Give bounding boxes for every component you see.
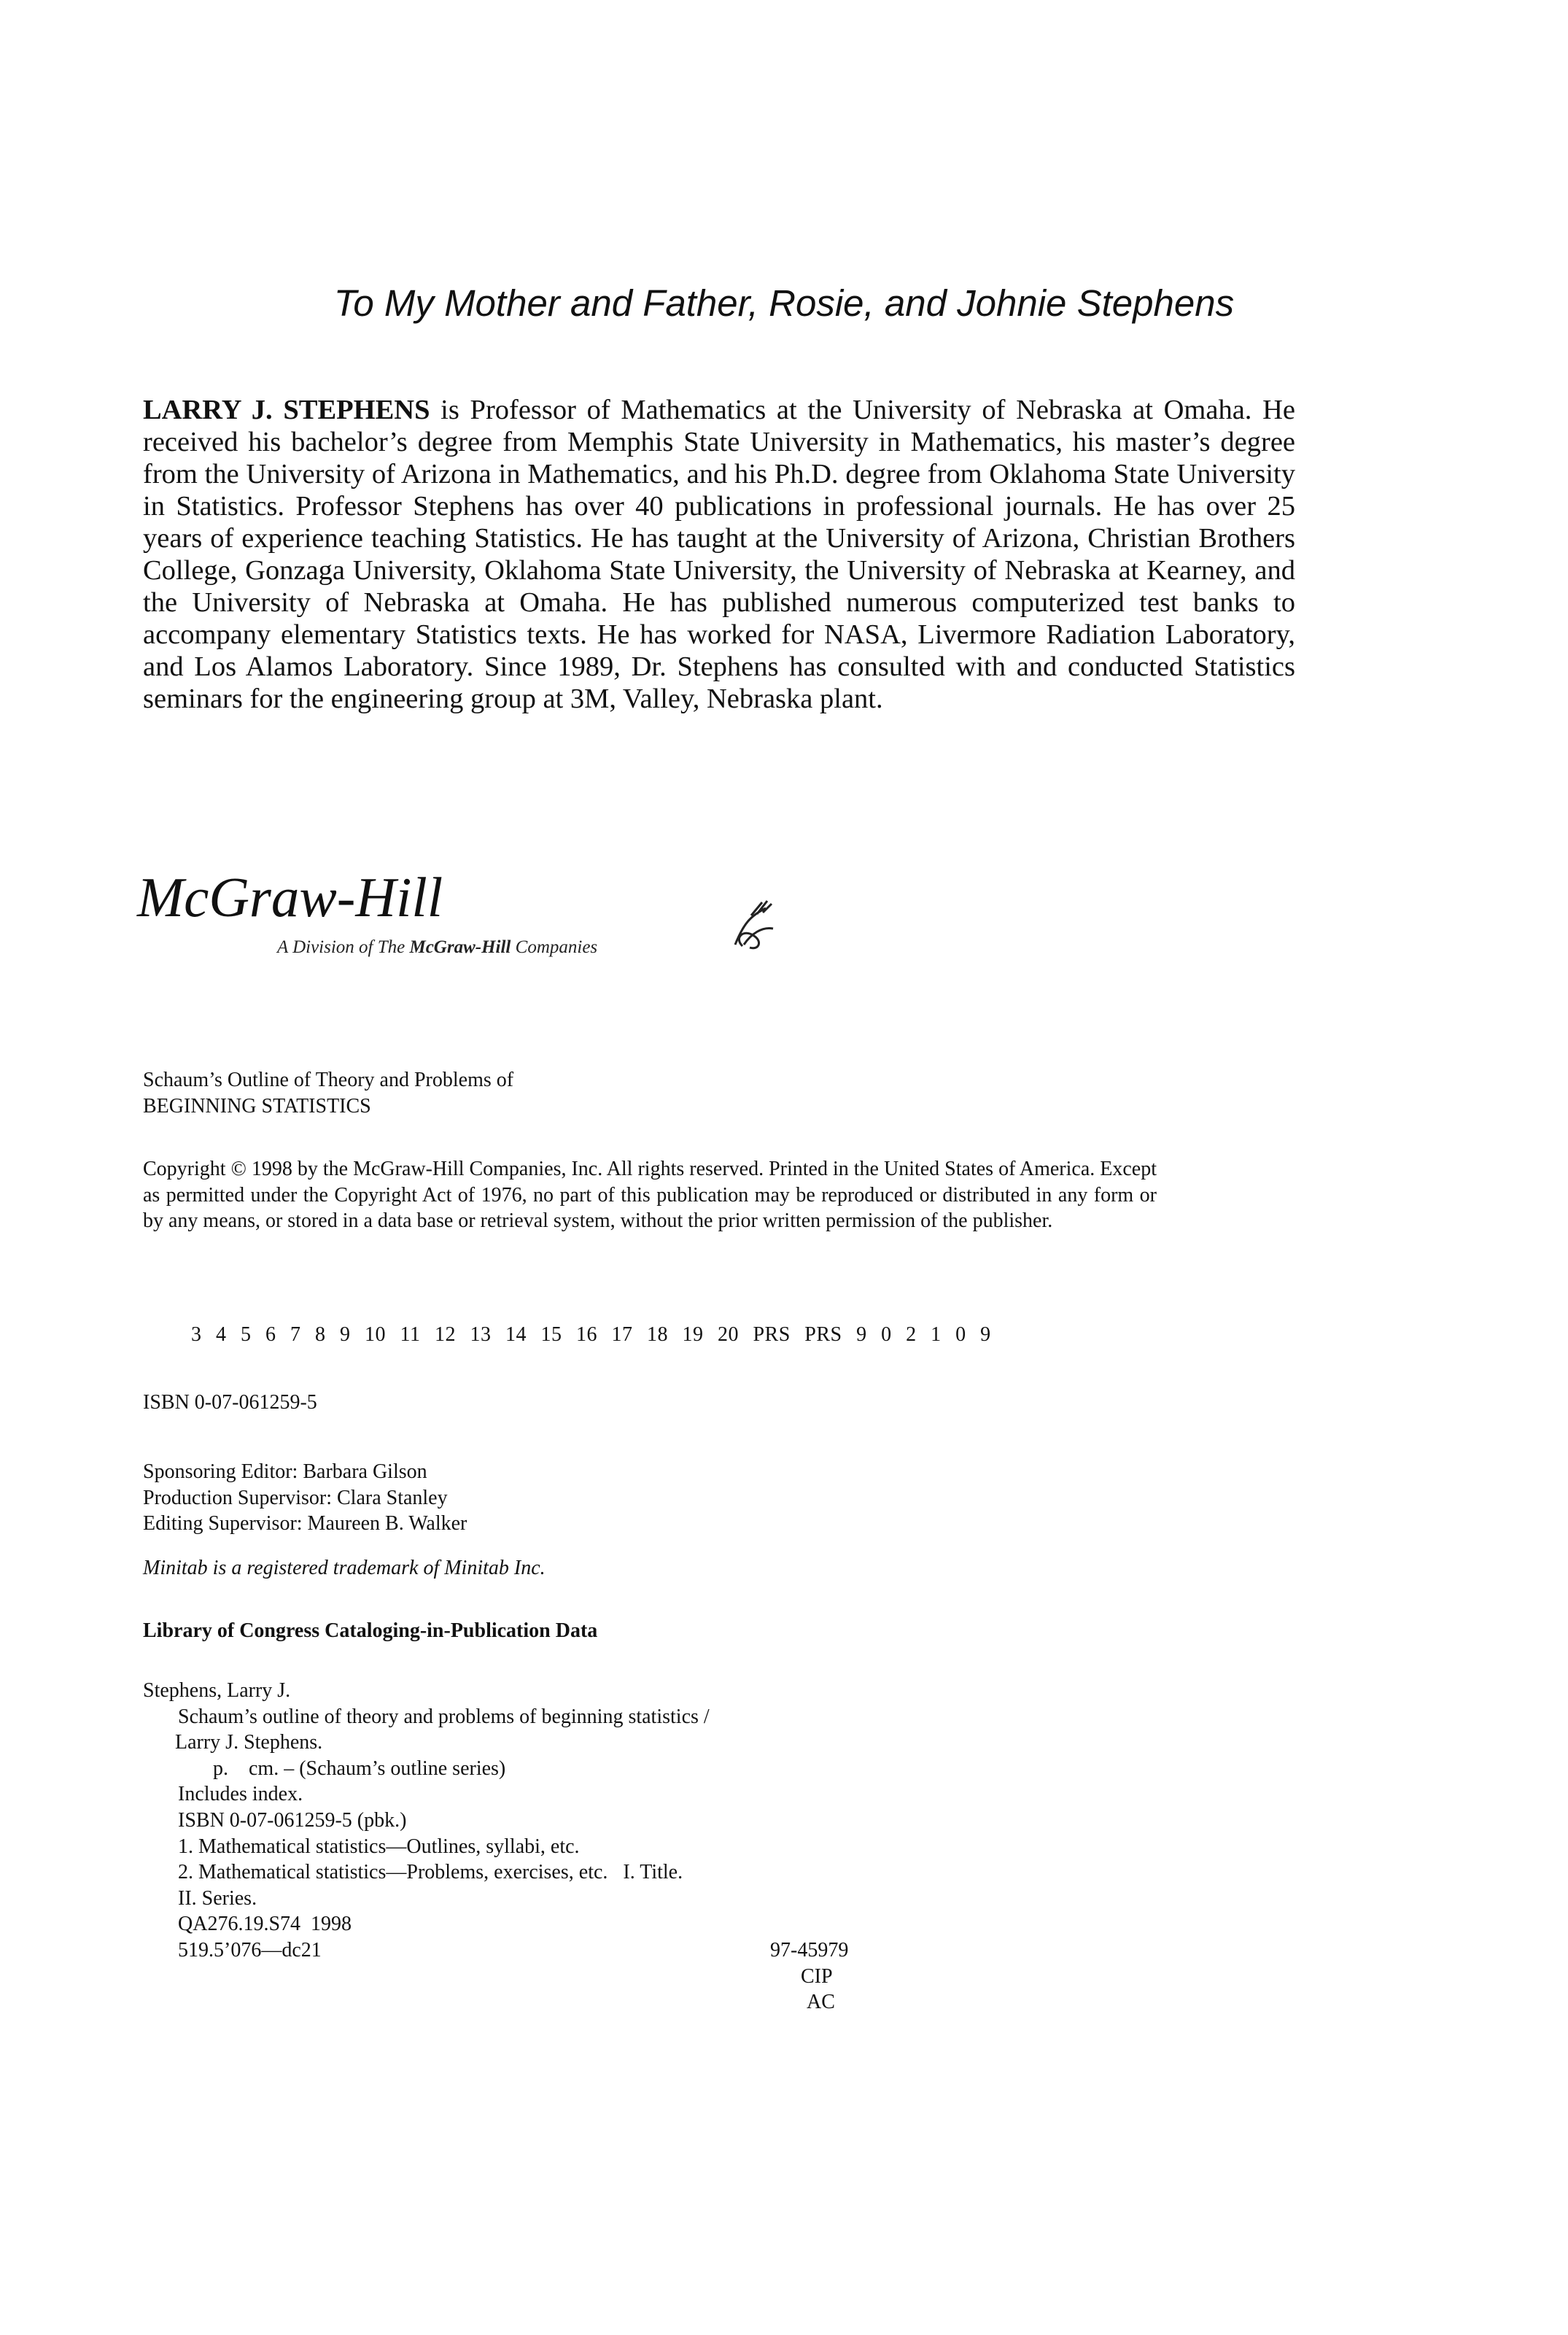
cip-author2: Larry J. Stephens. xyxy=(175,1731,323,1754)
copyright-notice: Copyright © 1998 by the McGraw-Hill Companies, Inc. All rights reserved. Printed in the United States of America. Except as permitted under the Copyright Act of 1976, no part of this publication may be reproduced or distributed in any form or by any means, or stored in a data base or retrieval system, without the prior written permission of the publisher. xyxy=(143,1158,1157,1232)
publisher-emblem-icon xyxy=(729,894,780,952)
publisher-tagline xyxy=(277,936,597,959)
dedication: To My Mother and Father, Rosie, and Johnie Stephens xyxy=(333,282,1235,324)
author-bio-text: is Professor of Mathematics at the University of Nebraska at Omaha. He received his bachelor’s degree from Memphis State University in Mathematics, his master’s degree from the University of Arizona in Mathematics, and his Ph.D. degree from Oklahoma State University in Statistics. Professor Stephens has over 40 publications in professional journals. He has over 25 years of experience teaching Statistics. He has taught at the University of Arizona, Christian Brothers College, Gonzaga University, Oklahoma State University, the University of Nebraska at Kearney, and the University of Nebraska at Omaha. He has published numerous computerized test banks to accompany elementary Statistics texts. He has worked for NASA, Livermore Radiation Laboratory, and Los Alamos Laboratory. Since 1989, Dr. Stephens has consulted with and conducted Statistics seminars for the engineering group at 3M, Valley, Nebraska plant. xyxy=(143,395,1295,714)
cip-title: Schaum’s outline of theory and problems of beginning statistics / xyxy=(178,1705,710,1728)
trademark-notice: Minitab is a registered trademark of Minitab Inc. xyxy=(143,1557,546,1579)
tagline-brand: McGraw-Hill xyxy=(409,937,511,957)
publisher-logo: McGraw-Hill xyxy=(137,866,443,929)
cip-lc-class: QA276.19.S74 1998 xyxy=(178,1913,352,1936)
book-title xyxy=(143,1067,1164,1119)
credits xyxy=(143,1459,1164,1537)
tagline-prefix: A Division of The xyxy=(277,937,410,957)
cip-subject-2 xyxy=(143,1859,945,1886)
cip-author: Stephens, Larry J. xyxy=(143,1679,291,1702)
ac-label: AC xyxy=(807,1991,835,2014)
cip-label-row xyxy=(143,1964,945,1990)
cip-label: CIP xyxy=(801,1964,833,1988)
book-title-line2: BEGINNING STATISTICS xyxy=(143,1094,371,1118)
author-name: LARRY J. STEPHENS xyxy=(143,395,430,425)
credit-line: Sponsoring Editor: Barbara Gilson xyxy=(143,1460,427,1483)
cip-isbn: ISBN 0-07-061259-5 (pbk.) xyxy=(178,1808,407,1832)
cip-dewey-row xyxy=(143,1937,945,1964)
book-title-line1: Schaum’s Outline of Theory and Problems of xyxy=(143,1069,514,1091)
cip-pages: p. cm. – (Schaum’s outline series) xyxy=(213,1757,506,1780)
ac-label-row xyxy=(143,1989,945,2015)
cip-title-note: I. Title. xyxy=(623,1861,683,1884)
tagline-suffix: Companies xyxy=(511,937,598,957)
printing-line: 3 4 5 6 7 8 9 10 11 12 13 14 15 16 17 18 19 20 PRS PRS 9 0 2 1 0 9 xyxy=(191,1323,991,1346)
cip-index: Includes index. xyxy=(178,1783,303,1806)
cip-subject-2-text: 2. Mathematical statistics—Problems, exercises, etc. xyxy=(178,1861,608,1884)
credit-line: Editing Supervisor: Maureen B. Walker xyxy=(143,1512,467,1535)
cip-data xyxy=(143,1678,945,2015)
cip-dewey: 519.5’076—dc21 xyxy=(178,1938,322,1962)
credit-line: Production Supervisor: Clara Stanley xyxy=(143,1486,448,1509)
lcc-heading: Library of Congress Cataloging-in-Publication Data xyxy=(143,1619,598,1642)
cip-lccn: 97-45979 xyxy=(770,1938,849,1962)
author-bio xyxy=(143,394,1295,715)
cip-series: II. Series. xyxy=(178,1886,257,1910)
cip-subject-1: 1. Mathematical statistics—Outlines, syllabi, etc. xyxy=(178,1835,580,1858)
isbn: ISBN 0-07-061259-5 xyxy=(143,1391,317,1414)
